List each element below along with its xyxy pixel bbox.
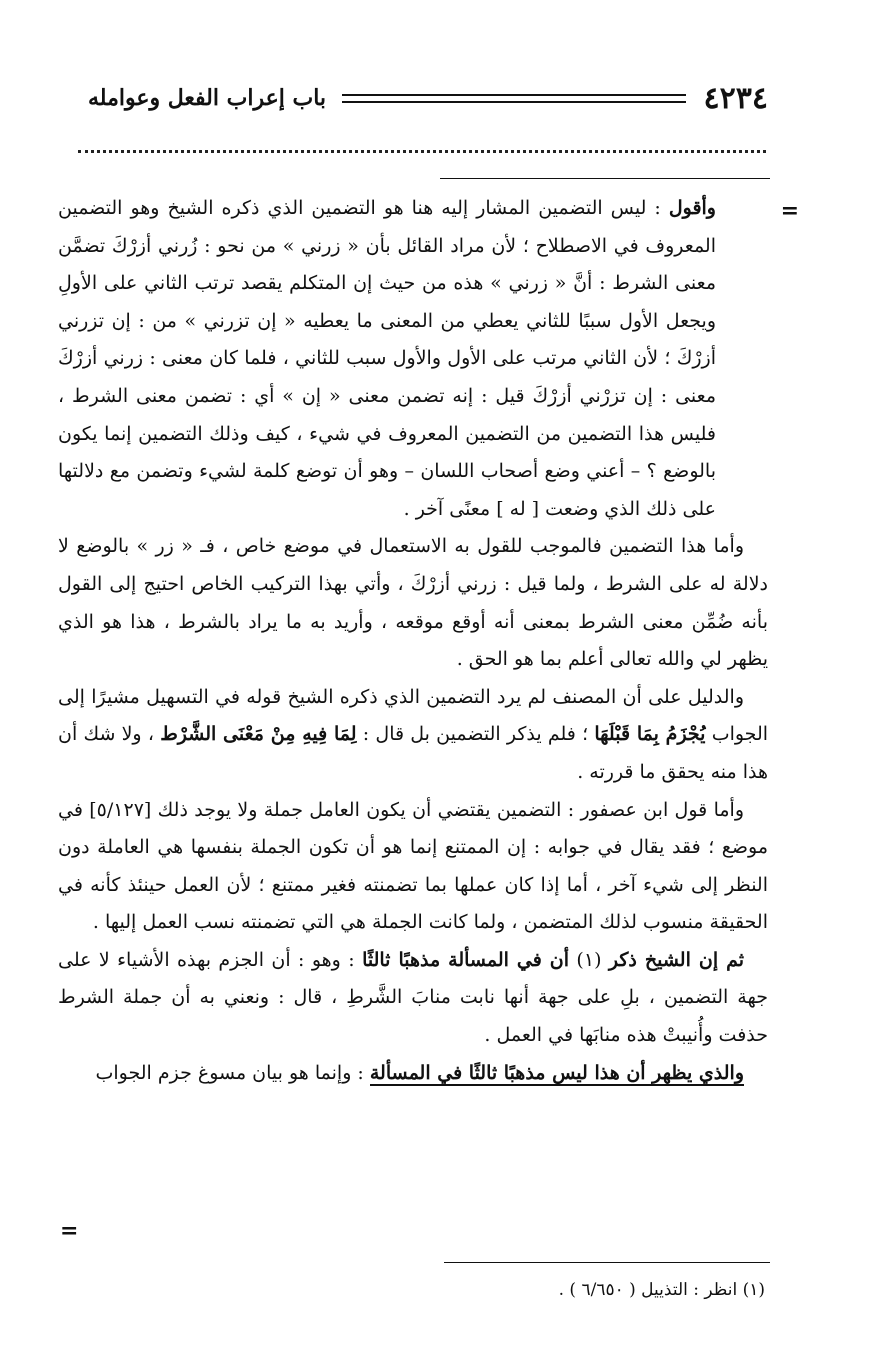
- paragraph-3-text-a: والدليل على أن المصنف لم يرد التضمين الذي ذكره الشيخ قوله في التسهيل مشيرًا إلى الجواب: [58, 685, 769, 746]
- paragraph-6-text: : وإنما هو بيان مسوغ جزم الجواب: [95, 1061, 370, 1084]
- paragraph-1-lead: وأقول: [668, 197, 716, 219]
- paragraph-1: [58, 190, 768, 528]
- footnote: (١) انظر : التذييل ( ٦/٦٥٠ ) .: [558, 1280, 765, 1300]
- paragraph-6-heading: والذي يظهر أن هذا ليس مذهبًا ثالثًا في المسألة: [369, 1061, 744, 1084]
- continuation-mark-top: =: [780, 198, 799, 224]
- header-double-rule: [342, 94, 686, 103]
- main-text: [58, 190, 768, 1092]
- paragraph-3-quote-b: لِمَا فِيهِ مِنْ مَعْنَى الشَّرْط: [160, 723, 357, 746]
- paragraph-5-text: : وهو : أن الجزم بهذه الأشياء لا على جهة التضمين ، بلِ على جهة أنها نابت منابَ الشَّرطِ ، قال : ونعني به أن جملة الشرط حذفت وأُنيبتْ هذه منابَها في العمل .: [58, 948, 768, 1047]
- paragraph-2: [58, 528, 768, 678]
- paragraph-4-text: وأما قول ابن عصفور : التضمين يقتضي أن يكون العامل جملة ولا يوجد ذلك [٥/١٢٧] في موضع ؛ فقد يقال في جوابه : إن الممتنع إنما هو أن تكون الجملة بنفسها هي العاملة دون النظر إلى شيء آخر ، أما إذا كان عملها بما تضمنته فغير ممتنع ؛ لأن العمل حينئذ كأنه في الحقيقة منسوب لذلك المتضمن ، ولما كانت الجملة هي التي تضمنته نسب العمل إليها .: [58, 798, 769, 934]
- continuation-rule: [440, 178, 770, 179]
- footnote-reference: (١): [569, 948, 609, 971]
- paragraph-2-text: وأما هذا التضمين فالموجب للقول به الاستعمال في موضع خاص ، فـ « زر » بالوضع لا دلالة له على الشرط ، ولما قيل : زرني أزرْكَ ، وأتي بهذا التركيب الخاص احتيج إلى القول بأنه ضُمِّن معنى الشرط بمعنى أنه أوقع موقعه ، وأريد به ما يراد بالشرط ، هذا هو الذي يظهر لي والله تعالى أعلم بما هو الحق .: [58, 535, 768, 671]
- paragraph-5-heading: أن في المسألة مذهبًا ثالثًا: [362, 948, 570, 971]
- running-header: [88, 78, 768, 118]
- chapter-title: باب إعراب الفعل وعوامله: [88, 85, 327, 111]
- paragraph-6: [58, 1055, 768, 1093]
- paragraph-4: [58, 792, 768, 942]
- paragraph-3-text-c: ، ولا شك أن هذا منه يحقق ما قررته .: [58, 723, 768, 783]
- page-number: ٤٢٣٤: [703, 80, 768, 116]
- dotted-separator: [78, 150, 766, 153]
- paragraph-1-text: : ليس التضمين المشار إليه هنا هو التضمين الذي ذكره الشيخ وهو التضمين المعروف في الاصطلاح ؛ لأن مراد القائل بأن « زرني » من نحو : زُرني أزرْكَ تضمَّن معنى الشرط : أنَّ « زرني » هذه من حيث إن المتكلم يقصد ترتب الثاني على الأولِ ويجعل الأول سببًا للثاني يعطي من المعنى ما يعطيه « إن تزرني » من : إن تزرني أزرْكَ ؛ لأن الثاني مرتب على الأول والأول سبب للثاني ، فلما كان معنى : زرني أزرْكَ معنى : إن تزرْني أزرْكَ قيل : إنه تضمن معنى « إن » أي : تضمن معنى الشرط ، فليس هذا التضمين من التضمين المعروف في شيء ، كيف وذلك التضمين إنما يكون بالوضع ؟ – أعني وضع أصحاب اللسان – وهو أن توضع كلمة لشيء وتضمن مع دلالتها على ذلك الذي وضعت [ له ] معنًى آخر .: [58, 197, 716, 520]
- paragraph-5-lead: ثم إن الشيخ ذكر: [608, 948, 745, 971]
- paragraph-5: [58, 942, 768, 1055]
- paragraph-3: [58, 679, 768, 792]
- continuation-mark-bottom: =: [60, 1218, 79, 1244]
- paragraph-3-quote-a: يُجْزَمُ بِمَا قَبْلَهَا: [594, 723, 706, 746]
- footnote-rule: [444, 1262, 770, 1263]
- paragraph-3-text-b: ؛ فلم يذكر التضمين بل قال :: [356, 723, 595, 746]
